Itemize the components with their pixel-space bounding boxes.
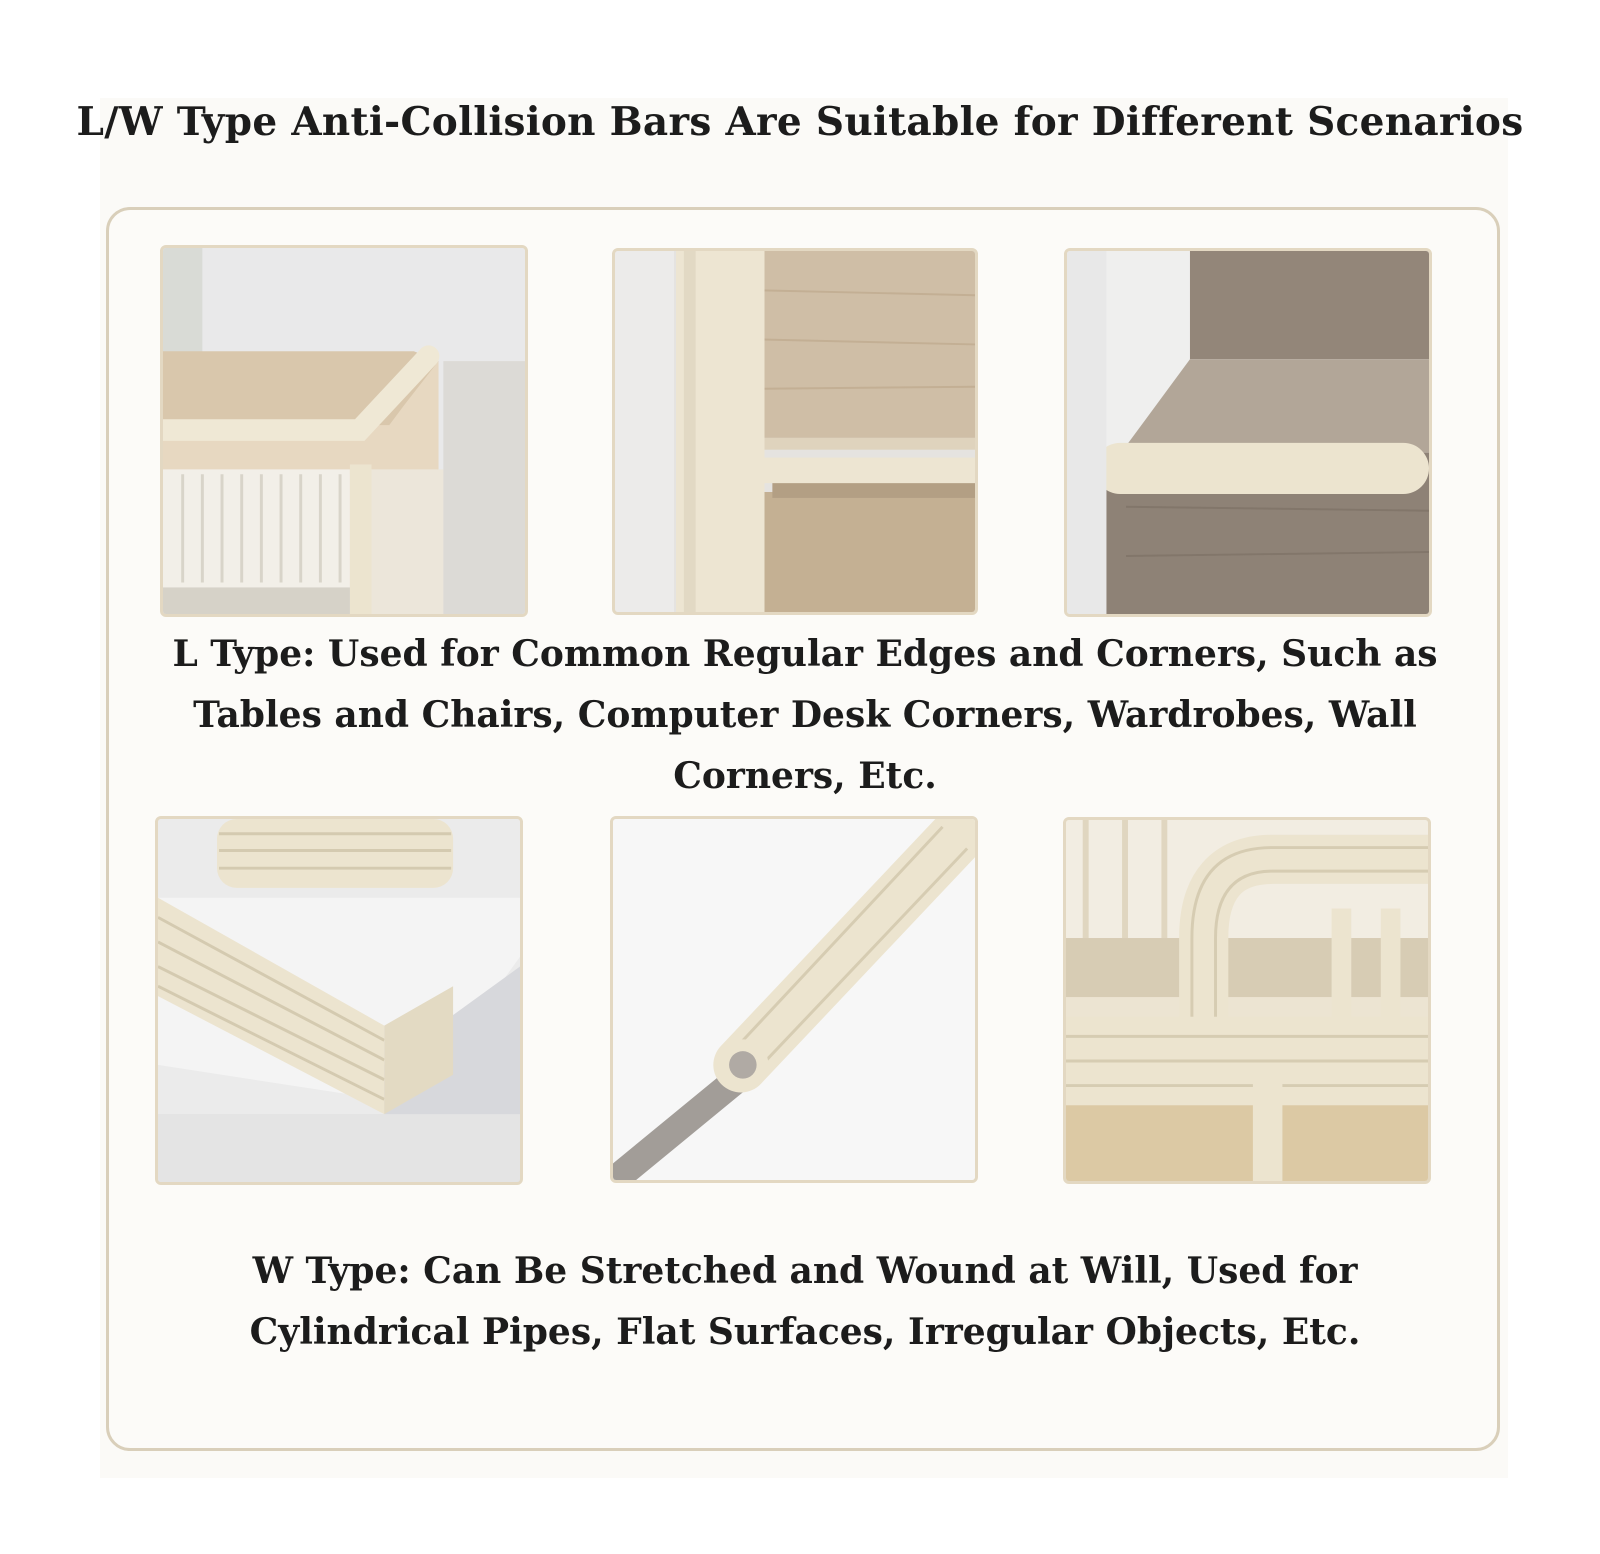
shelf-edge-photo [612, 248, 978, 615]
cabinet-corner-photo [160, 245, 528, 617]
table-edge-photo [155, 816, 523, 1185]
w-type-caption-line-1: W Type: Can Be Stretched and Wound at Will, Used for [252, 1250, 1358, 1292]
pipe-wrap-photo [610, 816, 978, 1183]
step-edge-photo [1064, 248, 1432, 617]
w-type-caption-line-2: Cylindrical Pipes, Flat Surfaces, Irregular Objects, Etc. [249, 1311, 1361, 1353]
page-title: L/W Type Anti-Collision Bars Are Suitable for Different Scenarios [76, 99, 1524, 145]
l-type-caption-line-3: Corners, Etc. [673, 755, 937, 797]
l-type-caption-line-2: Tables and Chairs, Computer Desk Corners, Wardrobes, Wall [193, 694, 1417, 736]
l-type-caption-line-1: L Type: Used for Common Regular Edges and Corners, Such as [172, 633, 1438, 675]
crib-rail-photo [1063, 817, 1431, 1184]
